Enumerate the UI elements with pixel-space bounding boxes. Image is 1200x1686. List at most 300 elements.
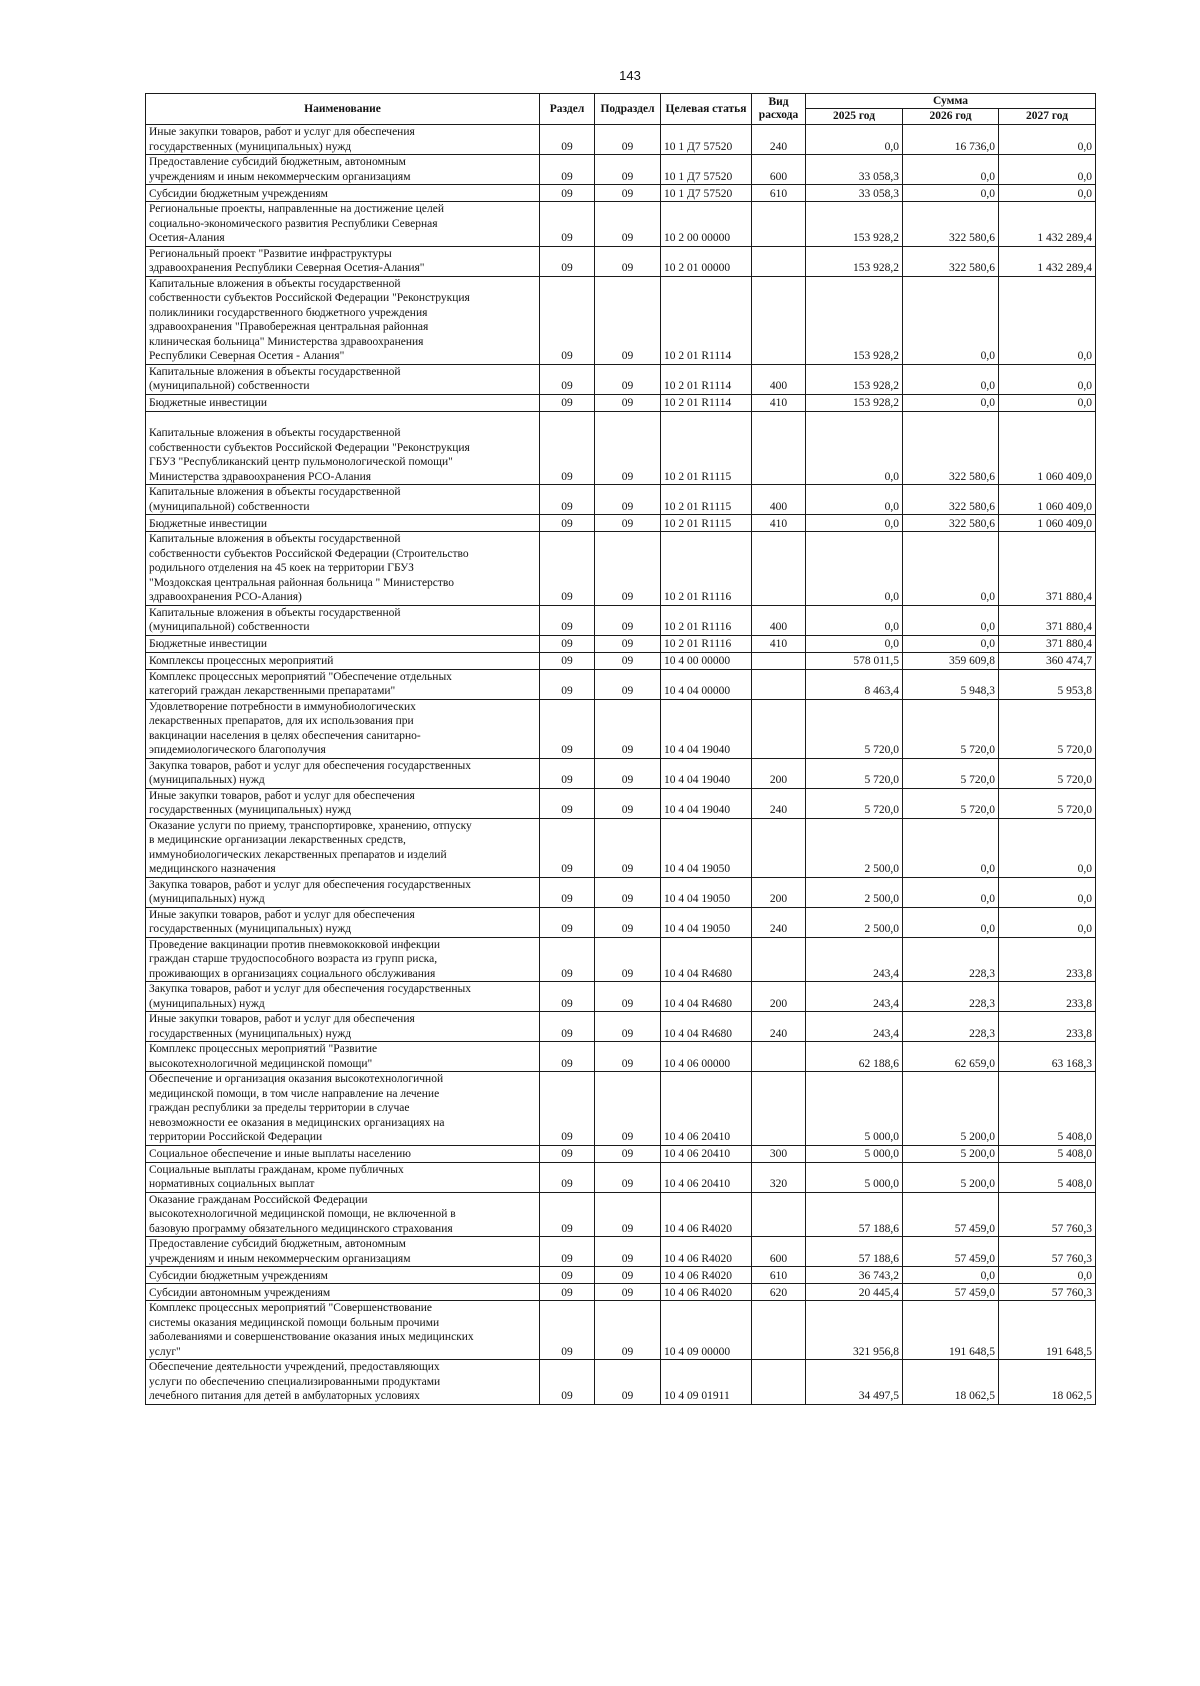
row-sum-2027: 5 953,8 [999, 669, 1096, 699]
row-target-article: 10 4 04 19050 [661, 818, 752, 877]
table-row [146, 155, 1096, 185]
row-sum-2025: 36 743,2 [806, 1267, 903, 1284]
table-row [146, 485, 1096, 515]
row-expense-type [752, 1192, 806, 1237]
row-name: Оказание услуги по приему, транспортировке, хранению, отпуску в медицинские организации лекарственных средств, иммунобиологических лекарственных препаратов и изделий медицинского назначения [146, 818, 540, 877]
row-sum-2026: 5 200,0 [903, 1072, 999, 1146]
row-expense-type [752, 276, 806, 364]
row-subsection: 09 [595, 364, 661, 394]
row-subsection: 09 [595, 532, 661, 606]
row-target-article: 10 4 06 20410 [661, 1072, 752, 1146]
row-name: Социальные выплаты гражданам, кроме публичных нормативных социальных выплат [146, 1162, 540, 1192]
row-subsection: 09 [595, 758, 661, 788]
row-target-article: 10 2 00 00000 [661, 202, 752, 247]
row-sum-2026: 228,3 [903, 937, 999, 982]
row-subsection: 09 [595, 1284, 661, 1301]
row-subsection: 09 [595, 1360, 661, 1405]
row-sum-2027: 0,0 [999, 125, 1096, 155]
row-sum-2025: 153 928,2 [806, 246, 903, 276]
row-sum-2027: 0,0 [999, 877, 1096, 907]
row-target-article: 10 2 01 R1116 [661, 532, 752, 606]
row-sum-2025: 0,0 [806, 532, 903, 606]
table-row [146, 532, 1096, 606]
row-sum-2025: 5 720,0 [806, 788, 903, 818]
row-expense-type [752, 202, 806, 247]
row-target-article: 10 4 04 19040 [661, 788, 752, 818]
row-name: Комплекс процессных мероприятий "Развитие высокотехнологичной медицинской помощи" [146, 1042, 540, 1072]
row-target-article: 10 2 01 00000 [661, 246, 752, 276]
row-sum-2025: 321 956,8 [806, 1301, 903, 1360]
row-name: Капитальные вложения в объекты государственной собственности субъектов Российской Федерации "Реконструкция поликлиники государственного бюджетного учреждения здравоохранения "Правобережная центральная районная клиническая больница" Министерства здравоохранения Республики Северная Осетия - Алания" [146, 276, 540, 364]
table-row [146, 937, 1096, 982]
row-target-article: 10 4 06 20410 [661, 1162, 752, 1192]
table-row [146, 1012, 1096, 1042]
row-subsection: 09 [595, 652, 661, 669]
row-sum-2027: 233,8 [999, 937, 1096, 982]
row-sum-2027: 5 408,0 [999, 1145, 1096, 1162]
row-section: 09 [540, 1360, 595, 1405]
row-subsection: 09 [595, 185, 661, 202]
row-target-article: 10 2 01 R1116 [661, 605, 752, 635]
row-subsection: 09 [595, 937, 661, 982]
row-sum-2025: 5 720,0 [806, 758, 903, 788]
row-sum-2025: 243,4 [806, 982, 903, 1012]
row-sum-2026: 0,0 [903, 907, 999, 937]
row-sum-2026: 0,0 [903, 155, 999, 185]
row-section: 09 [540, 1145, 595, 1162]
row-expense-type [752, 652, 806, 669]
row-target-article: 10 4 04 19050 [661, 907, 752, 937]
row-expense-type [752, 1360, 806, 1405]
row-sum-2027: 0,0 [999, 185, 1096, 202]
row-expense-type: 620 [752, 1284, 806, 1301]
row-section: 09 [540, 758, 595, 788]
table-row [146, 758, 1096, 788]
table-row [146, 1301, 1096, 1360]
row-sum-2026: 322 580,6 [903, 246, 999, 276]
row-sum-2026: 5 200,0 [903, 1162, 999, 1192]
row-sum-2026: 0,0 [903, 276, 999, 364]
row-sum-2027: 0,0 [999, 907, 1096, 937]
row-expense-type [752, 699, 806, 758]
row-sum-2025: 62 188,6 [806, 1042, 903, 1072]
row-section: 09 [540, 364, 595, 394]
row-target-article: 10 4 04 R4680 [661, 937, 752, 982]
row-name: Субсидии автономным учреждениям [146, 1284, 540, 1301]
row-expense-type: 400 [752, 485, 806, 515]
row-expense-type [752, 1042, 806, 1072]
row-target-article: 10 2 01 R1116 [661, 635, 752, 652]
row-sum-2027: 1 432 289,4 [999, 202, 1096, 247]
row-sum-2026: 18 062,5 [903, 1360, 999, 1405]
header-year-2026: 2026 год [903, 109, 999, 125]
row-target-article: 10 1 Д7 57520 [661, 155, 752, 185]
table-header [146, 94, 1096, 125]
row-sum-2026: 191 648,5 [903, 1301, 999, 1360]
row-sum-2026: 359 609,8 [903, 652, 999, 669]
table-row [146, 907, 1096, 937]
row-sum-2027: 5 408,0 [999, 1162, 1096, 1192]
row-name: Комплексы процессных мероприятий [146, 652, 540, 669]
row-name: Закупка товаров, работ и услуг для обеспечения государственных (муниципальных) нужд [146, 758, 540, 788]
row-expense-type: 610 [752, 1267, 806, 1284]
row-sum-2026: 0,0 [903, 532, 999, 606]
row-sum-2027: 0,0 [999, 394, 1096, 411]
row-sum-2026: 322 580,6 [903, 485, 999, 515]
row-sum-2025: 0,0 [806, 605, 903, 635]
table-row [146, 1162, 1096, 1192]
row-sum-2026: 0,0 [903, 364, 999, 394]
row-subsection: 09 [595, 1072, 661, 1146]
row-subsection: 09 [595, 485, 661, 515]
row-target-article: 10 4 04 19040 [661, 699, 752, 758]
row-target-article: 10 4 04 R4680 [661, 982, 752, 1012]
row-expense-type: 240 [752, 125, 806, 155]
row-sum-2025: 2 500,0 [806, 877, 903, 907]
row-target-article: 10 4 06 R4020 [661, 1237, 752, 1267]
row-expense-type: 600 [752, 1237, 806, 1267]
table-row [146, 1267, 1096, 1284]
row-target-article: 10 2 01 R1115 [661, 515, 752, 532]
header-subsection: Подраздел [595, 94, 661, 125]
table-row [146, 1042, 1096, 1072]
row-target-article: 10 2 01 R1114 [661, 276, 752, 364]
row-name: Капитальные вложения в объекты государственной (муниципальной) собственности [146, 364, 540, 394]
row-name: Бюджетные инвестиции [146, 635, 540, 652]
row-sum-2026: 0,0 [903, 394, 999, 411]
row-expense-type [752, 818, 806, 877]
row-sum-2025: 578 011,5 [806, 652, 903, 669]
row-sum-2027: 0,0 [999, 155, 1096, 185]
row-expense-type: 300 [752, 1145, 806, 1162]
row-section: 09 [540, 669, 595, 699]
row-sum-2026: 62 659,0 [903, 1042, 999, 1072]
row-subsection: 09 [595, 605, 661, 635]
row-sum-2027: 1 060 409,0 [999, 515, 1096, 532]
row-expense-type [752, 411, 806, 485]
row-name: Социальное обеспечение и иные выплаты населению [146, 1145, 540, 1162]
row-target-article: 10 4 04 00000 [661, 669, 752, 699]
table-row [146, 605, 1096, 635]
row-sum-2025: 57 188,6 [806, 1192, 903, 1237]
row-sum-2027: 1 060 409,0 [999, 485, 1096, 515]
row-sum-2026: 57 459,0 [903, 1192, 999, 1237]
row-name: Субсидии бюджетным учреждениям [146, 1267, 540, 1284]
row-sum-2025: 0,0 [806, 411, 903, 485]
row-sum-2025: 8 463,4 [806, 669, 903, 699]
header-target-article: Целевая статья [661, 94, 752, 125]
row-section: 09 [540, 1012, 595, 1042]
row-section: 09 [540, 485, 595, 515]
table-row [146, 982, 1096, 1012]
row-sum-2025: 153 928,2 [806, 276, 903, 364]
row-expense-type: 240 [752, 1012, 806, 1042]
row-sum-2027: 0,0 [999, 818, 1096, 877]
table-row [146, 515, 1096, 532]
row-name: Бюджетные инвестиции [146, 394, 540, 411]
table-row [146, 788, 1096, 818]
row-target-article: 10 4 04 19050 [661, 877, 752, 907]
table-row [146, 1072, 1096, 1146]
row-sum-2025: 33 058,3 [806, 185, 903, 202]
row-expense-type [752, 1072, 806, 1146]
row-name: Капитальные вложения в объекты государственной (муниципальной) собственности [146, 605, 540, 635]
row-expense-type: 400 [752, 605, 806, 635]
row-subsection: 09 [595, 788, 661, 818]
row-sum-2025: 2 500,0 [806, 818, 903, 877]
row-name: Закупка товаров, работ и услуг для обеспечения государственных (муниципальных) нужд [146, 982, 540, 1012]
row-subsection: 09 [595, 394, 661, 411]
row-section: 09 [540, 155, 595, 185]
row-section: 09 [540, 185, 595, 202]
row-sum-2025: 2 500,0 [806, 907, 903, 937]
row-expense-type [752, 669, 806, 699]
row-subsection: 09 [595, 1012, 661, 1042]
row-subsection: 09 [595, 1301, 661, 1360]
row-target-article: 10 4 06 R4020 [661, 1284, 752, 1301]
row-sum-2027: 5 720,0 [999, 758, 1096, 788]
table-row [146, 1360, 1096, 1405]
row-sum-2026: 57 459,0 [903, 1237, 999, 1267]
row-section: 09 [540, 125, 595, 155]
row-section: 09 [540, 818, 595, 877]
row-sum-2025: 5 000,0 [806, 1162, 903, 1192]
row-sum-2027: 18 062,5 [999, 1360, 1096, 1405]
row-sum-2026: 5 200,0 [903, 1145, 999, 1162]
row-name: Региональный проект "Развитие инфраструктуры здравоохранения Республики Северная Осетия-Алания" [146, 246, 540, 276]
row-sum-2025: 0,0 [806, 125, 903, 155]
table-row [146, 364, 1096, 394]
row-subsection: 09 [595, 515, 661, 532]
row-target-article: 10 4 04 R4680 [661, 1012, 752, 1042]
row-name: Обеспечение и организация оказания высокотехнологичной медицинской помощи, в том числе направление на лечение граждан республики за пределы территории в случае невозможности ее оказания в медицинских организациях на территории Российской Федерации [146, 1072, 540, 1146]
row-name: Комплекс процессных мероприятий "Совершенствование системы оказания медицинской помощи больным прочими заболеваниями и совершенствование оказания иных медицинских услуг" [146, 1301, 540, 1360]
table-row [146, 246, 1096, 276]
row-section: 09 [540, 1042, 595, 1072]
row-sum-2026: 228,3 [903, 1012, 999, 1042]
row-name: Капитальные вложения в объекты государственной собственности субъектов Российской Федерации "Реконструкция ГБУЗ "Республиканский центр пульмонологической помощи" Министерства здравоохранения РСО-Алания [146, 411, 540, 485]
row-sum-2026: 322 580,6 [903, 515, 999, 532]
row-subsection: 09 [595, 669, 661, 699]
row-section: 09 [540, 937, 595, 982]
row-target-article: 10 4 09 00000 [661, 1301, 752, 1360]
row-target-article: 10 4 00 00000 [661, 652, 752, 669]
row-sum-2025: 5 000,0 [806, 1072, 903, 1146]
row-target-article: 10 2 01 R1114 [661, 394, 752, 411]
row-sum-2026: 228,3 [903, 982, 999, 1012]
page-number: 143 [619, 68, 641, 83]
row-section: 09 [540, 788, 595, 818]
row-sum-2027: 191 648,5 [999, 1301, 1096, 1360]
row-sum-2027: 233,8 [999, 982, 1096, 1012]
row-sum-2025: 34 497,5 [806, 1360, 903, 1405]
row-expense-type: 320 [752, 1162, 806, 1192]
row-expense-type: 410 [752, 515, 806, 532]
row-sum-2026: 322 580,6 [903, 202, 999, 247]
row-sum-2027: 371 880,4 [999, 532, 1096, 606]
row-section: 09 [540, 515, 595, 532]
row-section: 09 [540, 1072, 595, 1146]
row-section: 09 [540, 1237, 595, 1267]
row-target-article: 10 4 04 19040 [661, 758, 752, 788]
row-name: Иные закупки товаров, работ и услуг для обеспечения государственных (муниципальных) нужд [146, 788, 540, 818]
row-sum-2025: 153 928,2 [806, 364, 903, 394]
row-sum-2027: 371 880,4 [999, 635, 1096, 652]
row-sum-2027: 5 720,0 [999, 788, 1096, 818]
row-target-article: 10 2 01 R1115 [661, 485, 752, 515]
row-sum-2025: 153 928,2 [806, 394, 903, 411]
row-sum-2026: 57 459,0 [903, 1284, 999, 1301]
row-subsection: 09 [595, 1145, 661, 1162]
row-expense-type: 400 [752, 364, 806, 394]
header-expense-type: Вид расхода [752, 94, 806, 125]
table-row [146, 877, 1096, 907]
row-expense-type: 600 [752, 155, 806, 185]
row-section: 09 [540, 982, 595, 1012]
row-sum-2025: 0,0 [806, 635, 903, 652]
row-name: Капитальные вложения в объекты государственной собственности субъектов Российской Федерации (Строительство родильного отделения на 45 коек на территории ГБУЗ "Моздокская центральная районная больница " Министерство здравоохранения РСО-Алания) [146, 532, 540, 606]
row-target-article: 10 1 Д7 57520 [661, 125, 752, 155]
row-section: 09 [540, 877, 595, 907]
table-row [146, 125, 1096, 155]
row-section: 09 [540, 699, 595, 758]
table-row [146, 411, 1096, 485]
row-subsection: 09 [595, 1162, 661, 1192]
row-sum-2027: 0,0 [999, 1267, 1096, 1284]
row-section: 09 [540, 1192, 595, 1237]
row-subsection: 09 [595, 818, 661, 877]
row-section: 09 [540, 635, 595, 652]
table-row [146, 1284, 1096, 1301]
row-name: Региональные проекты, направленные на достижение целей социально-экономического развития Республики Северная Осетия-Алания [146, 202, 540, 247]
table-row [146, 669, 1096, 699]
row-section: 09 [540, 202, 595, 247]
row-section: 09 [540, 1301, 595, 1360]
row-name: Иные закупки товаров, работ и услуг для обеспечения государственных (муниципальных) нужд [146, 907, 540, 937]
row-sum-2027: 0,0 [999, 276, 1096, 364]
row-sum-2026: 5 720,0 [903, 699, 999, 758]
row-target-article: 10 2 01 R1115 [661, 411, 752, 485]
table-row [146, 818, 1096, 877]
row-sum-2026: 0,0 [903, 877, 999, 907]
header-year-2027: 2027 год [999, 109, 1096, 125]
row-subsection: 09 [595, 699, 661, 758]
row-sum-2025: 0,0 [806, 515, 903, 532]
row-sum-2027: 5 408,0 [999, 1072, 1096, 1146]
row-sum-2025: 243,4 [806, 937, 903, 982]
row-subsection: 09 [595, 155, 661, 185]
row-sum-2027: 57 760,3 [999, 1237, 1096, 1267]
row-expense-type: 410 [752, 394, 806, 411]
row-subsection: 09 [595, 1267, 661, 1284]
row-subsection: 09 [595, 246, 661, 276]
row-sum-2025: 0,0 [806, 485, 903, 515]
row-target-article: 10 1 Д7 57520 [661, 185, 752, 202]
row-sum-2027: 360 474,7 [999, 652, 1096, 669]
row-sum-2025: 5 000,0 [806, 1145, 903, 1162]
row-expense-type: 410 [752, 635, 806, 652]
table-body [146, 125, 1096, 1405]
row-subsection: 09 [595, 411, 661, 485]
row-sum-2026: 16 736,0 [903, 125, 999, 155]
row-expense-type [752, 246, 806, 276]
row-subsection: 09 [595, 877, 661, 907]
row-name: Предоставление субсидий бюджетным, автономным учреждениям и иным некоммерческим организациям [146, 155, 540, 185]
row-sum-2025: 33 058,3 [806, 155, 903, 185]
row-subsection: 09 [595, 635, 661, 652]
row-sum-2027: 63 168,3 [999, 1042, 1096, 1072]
row-subsection: 09 [595, 202, 661, 247]
row-sum-2025: 57 188,6 [806, 1237, 903, 1267]
row-sum-2027: 371 880,4 [999, 605, 1096, 635]
row-section: 09 [540, 1284, 595, 1301]
row-section: 09 [540, 411, 595, 485]
row-section: 09 [540, 907, 595, 937]
row-expense-type: 610 [752, 185, 806, 202]
row-sum-2025: 5 720,0 [806, 699, 903, 758]
row-target-article: 10 4 06 R4020 [661, 1267, 752, 1284]
row-subsection: 09 [595, 276, 661, 364]
table-row [146, 1237, 1096, 1267]
row-section: 09 [540, 394, 595, 411]
row-sum-2026: 5 720,0 [903, 788, 999, 818]
header-name: Наименование [146, 94, 540, 125]
row-subsection: 09 [595, 125, 661, 155]
row-subsection: 09 [595, 1192, 661, 1237]
row-section: 09 [540, 652, 595, 669]
row-sum-2026: 0,0 [903, 1267, 999, 1284]
row-name: Субсидии бюджетным учреждениям [146, 185, 540, 202]
table-row [146, 202, 1096, 247]
table-row [146, 1145, 1096, 1162]
header-year-2025: 2025 год [806, 109, 903, 125]
row-expense-type: 200 [752, 758, 806, 788]
row-sum-2027: 1 060 409,0 [999, 411, 1096, 485]
row-sum-2027: 1 432 289,4 [999, 246, 1096, 276]
row-name: Удовлетворение потребности в иммунобиологических лекарственных препаратов, для их использования при вакцинации населения в целях обеспечения санитарно- эпидемиологического благополучия [146, 699, 540, 758]
table-row [146, 276, 1096, 364]
row-target-article: 10 2 01 R1114 [661, 364, 752, 394]
row-expense-type [752, 937, 806, 982]
row-subsection: 09 [595, 1237, 661, 1267]
row-name: Комплекс процессных мероприятий "Обеспечение отдельных категорий граждан лекарственными препаратами" [146, 669, 540, 699]
row-expense-type [752, 532, 806, 606]
row-section: 09 [540, 1162, 595, 1192]
row-sum-2027: 5 720,0 [999, 699, 1096, 758]
row-sum-2027: 0,0 [999, 364, 1096, 394]
row-sum-2026: 322 580,6 [903, 411, 999, 485]
row-sum-2025: 243,4 [806, 1012, 903, 1042]
row-sum-2026: 0,0 [903, 635, 999, 652]
row-subsection: 09 [595, 1042, 661, 1072]
row-sum-2026: 5 720,0 [903, 758, 999, 788]
row-section: 09 [540, 276, 595, 364]
table-row [146, 394, 1096, 411]
row-target-article: 10 4 09 01911 [661, 1360, 752, 1405]
row-name: Обеспечение деятельности учреждений, предоставляющих услуги по обеспечению специализированными продуктами лечебного питания для детей в амбулаторных условиях [146, 1360, 540, 1405]
table-row [146, 652, 1096, 669]
row-subsection: 09 [595, 982, 661, 1012]
row-section: 09 [540, 532, 595, 606]
row-sum-2026: 5 948,3 [903, 669, 999, 699]
header-section: Раздел [540, 94, 595, 125]
row-name: Оказание гражданам Российской Федерации высокотехнологичной медицинской помощи, не включенной в базовую программу обязательного медицинского страхования [146, 1192, 540, 1237]
row-sum-2026: 0,0 [903, 818, 999, 877]
row-name: Проведение вакцинации против пневмококковой инфекции граждан старше трудоспособного возраста из групп риска, проживающих в организациях социального обслуживания [146, 937, 540, 982]
row-name: Закупка товаров, работ и услуг для обеспечения государственных (муниципальных) нужд [146, 877, 540, 907]
header-sum: Сумма [806, 94, 1096, 109]
row-sum-2027: 57 760,3 [999, 1284, 1096, 1301]
